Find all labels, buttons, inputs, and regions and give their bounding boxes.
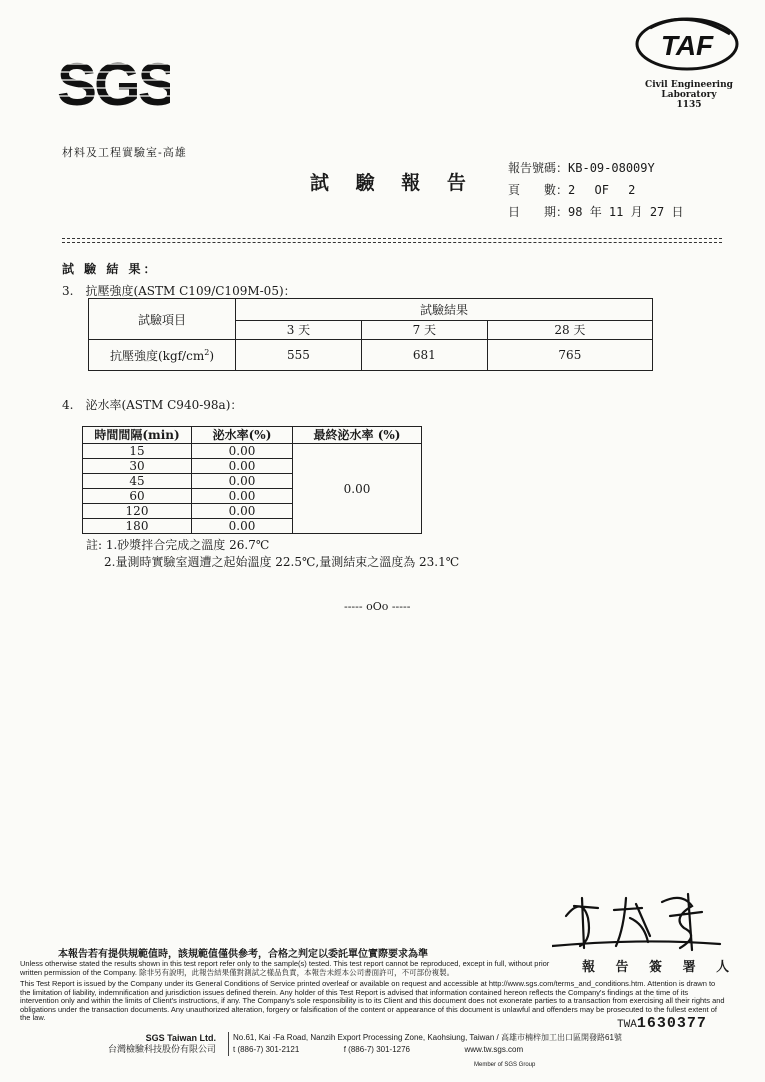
table-cell: 60 (83, 489, 192, 504)
disclaimer-en-2: This Test Report is issued by the Company under its General Conditions of Service printed overleaf or available on request and accessible at http://www.sgs.com/terms_and_conditions.htm. Attention is drawn to the limitation of liability, indemnification and jurisdiction issues defined therein. Any holder of this Test Report is advised that information contained hereon reflects the Company's findings at the time of its intervention only and within the limits of Client's instructions, if any. The Company's sole responsibility is to its Client and this document does not exonerate parties to a transaction from exercising all their rights and obligations under the transaction documents. Any unauthorized alteration, forgery or falsification of the content or appearance of this document is unlawful and offenders may be prosecuted to the fullest extent of the law. (20, 979, 725, 1023)
table-cell: 120 (83, 504, 192, 519)
header-divider-2 (62, 242, 722, 243)
notes (86, 537, 459, 571)
report-meta (508, 157, 684, 223)
table-cell: 681 (361, 340, 487, 371)
table-cell: 0.00 (192, 504, 293, 519)
table-cell: 0.00 (192, 444, 293, 459)
accreditation-text: Civil Engineering Laboratory 1135 (645, 80, 733, 110)
report-no-label: 報告號碼： (508, 161, 569, 175)
note-1: 註: 1.砂漿拌合完成之溫度 26.7℃ (86, 538, 270, 552)
column-header: 最終泌水率 (%) (293, 427, 422, 444)
table-cell: 0.00 (192, 489, 293, 504)
table-cell: 0.00 (192, 459, 293, 474)
table-cell: 180 (83, 519, 192, 534)
test-item-header: 試驗項目 (89, 299, 236, 340)
table-cell: 0.00 (192, 519, 293, 534)
disclaimer-en-1: Unless otherwise stated the results shown in this test report refer only to the sample(s) tested. This test report cannot be reproduced, except in full, without prior written permission of the Company. 除非另有說明，此報告結果僅對測試之樣品負責，本報告未經本公司書面許可，不可部份複製。 (20, 959, 550, 977)
column-header: 泌水率(%) (192, 427, 293, 444)
report-title: 試 驗 報 告 (310, 172, 476, 194)
signature (552, 888, 722, 958)
table-cell: 45 (83, 474, 192, 489)
serial-number: TWA1630377 (617, 1015, 707, 1032)
table-cell: 30 (83, 459, 192, 474)
section-3-heading: 3. 抗壓強度(ASTM C109/C109M-05)： (62, 284, 296, 298)
fax: f (886-7) 301-1276 (343, 1045, 410, 1054)
company-address: No.61, Kai -Fa Road, Nanzih Export Processing Zone, Kaohsiung, Taiwan / 高雄市楠梓加工出口區開發路61號 t (886-7) 301-2121 f (886-7) 301-1276 www.tw.sgs.com (228, 1032, 622, 1056)
date-label: 日 期： (508, 205, 569, 219)
end-mark: ----- oOo ----- (344, 600, 411, 613)
section-4-heading: 4. 泌水率(ASTM C940-98a)： (62, 398, 243, 412)
bleeding-rate-table (82, 426, 422, 534)
disclaimer-cn: 本報告若有提供規範值時，該規範值僅供參考，合格之判定以委託單位實際要求為準 (58, 949, 428, 960)
row-label: 抗壓強度$(kgf/cm^2)$ (89, 340, 236, 371)
table-row (83, 444, 422, 459)
note-2: 2.量測時實驗室週遭之起始溫度 22.5℃,量測結束之溫度為 23.1℃ (104, 555, 460, 569)
pages-value: 2 OF 2 (568, 183, 636, 197)
pages-label: 頁 數： (508, 183, 569, 197)
taf-logo (632, 14, 742, 80)
disclaimer-top (20, 950, 725, 977)
phone: t (886-7) 301-2121 (233, 1045, 300, 1054)
compressive-strength-table (88, 298, 653, 371)
table-cell: 15 (83, 444, 192, 459)
report-no: KB-09-08009Y (568, 161, 655, 175)
table-cell: 765 (487, 340, 652, 371)
lab-name: 材料及工程實驗室-高雄 (62, 146, 187, 159)
column-header: 28 天 (487, 320, 652, 339)
column-header: 7 天 (361, 320, 487, 339)
member-text: Member of SGS Group (474, 1062, 536, 1068)
final-bleeding-rate: 0.00 (293, 444, 422, 534)
svg-text:SGS: SGS (57, 51, 170, 112)
header-divider (62, 238, 722, 239)
table-cell: 0.00 (192, 474, 293, 489)
signatory-label: 報 告 簽 署 人 (582, 960, 738, 975)
table-cell: 555 (236, 340, 362, 371)
website-link[interactable]: www.tw.sgs.com (464, 1045, 524, 1054)
column-header: 時間間隔(min) (83, 427, 192, 444)
svg-text:TAF: TAF (660, 30, 714, 61)
results-title: 試 驗 結 果： (62, 262, 159, 276)
test-result-header: 試驗結果 (236, 299, 653, 321)
column-header: 3 天 (236, 320, 362, 339)
company-name: SGS Taiwan Ltd. 台灣檢驗科技股份有限公司 (107, 1033, 216, 1055)
date-value: 98 年 11 月 27 日 (568, 205, 684, 219)
sgs-logo (55, 50, 170, 112)
